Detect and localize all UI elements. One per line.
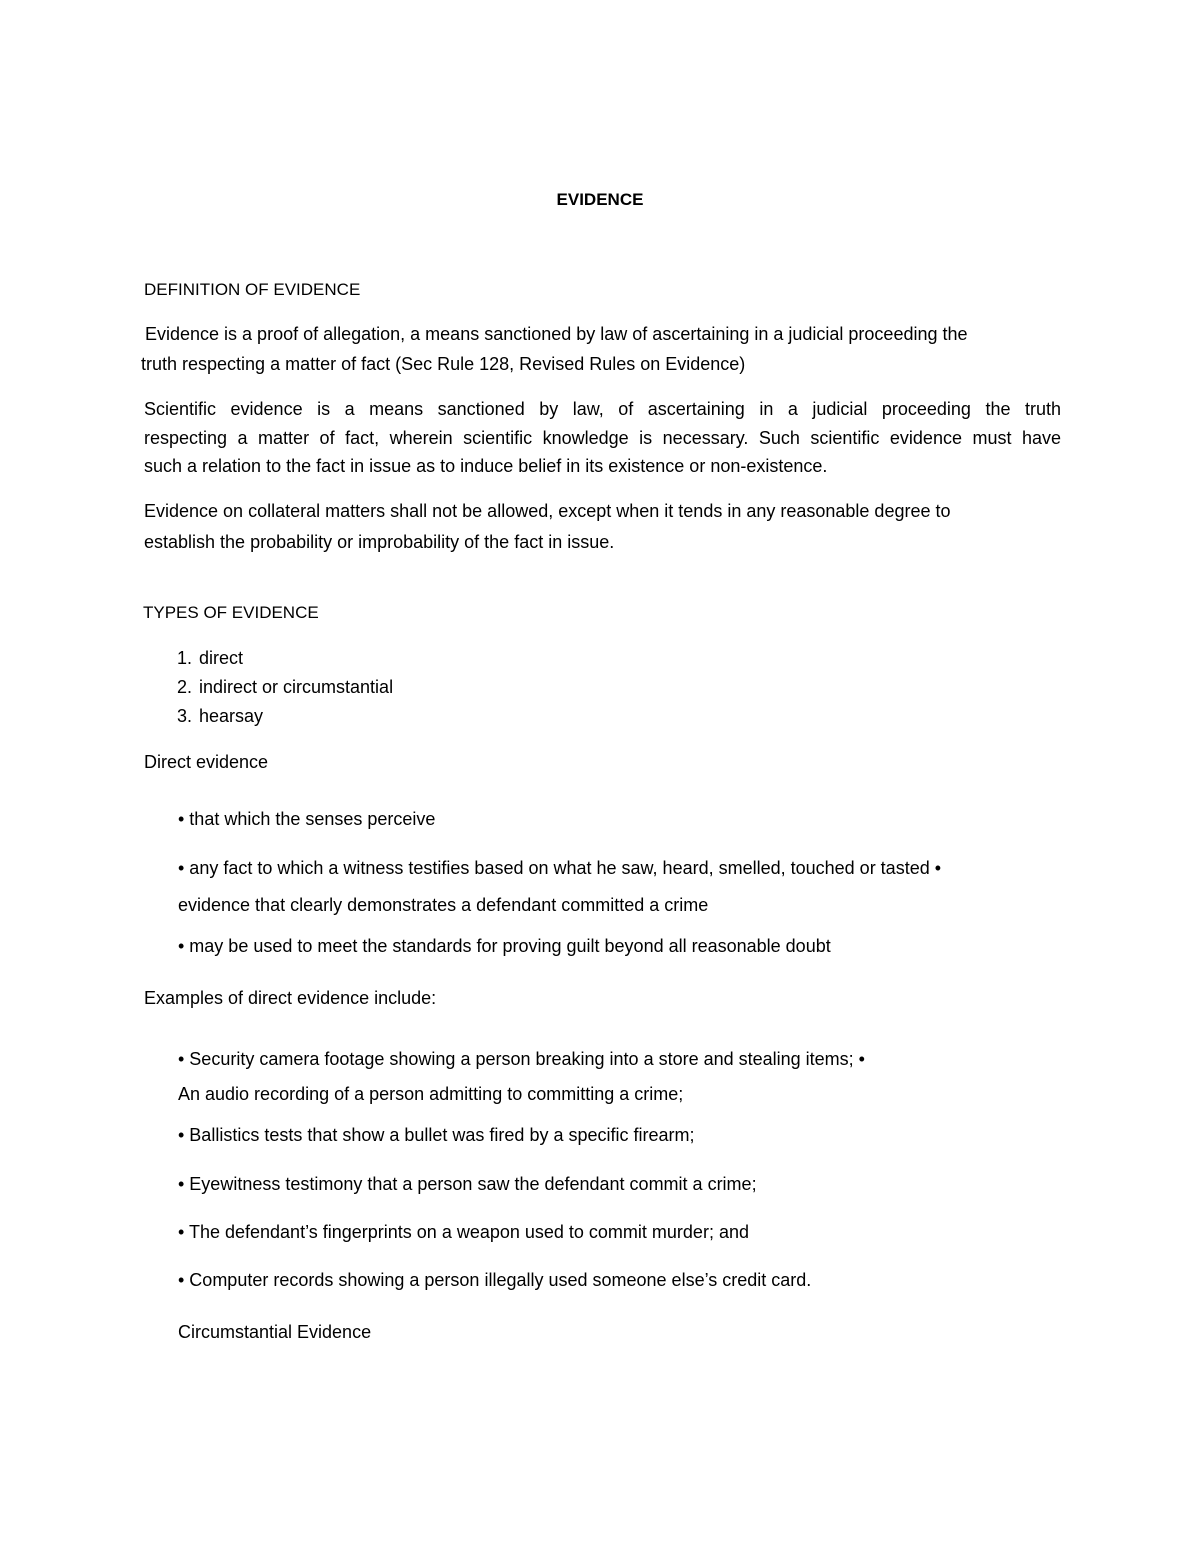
direct-evidence-heading: Direct evidence — [144, 752, 269, 772]
scientific-line: respecting a matter of fact, wherein scientific knowledge is necessary. Such scientific evidence must have — [144, 428, 1061, 448]
definition-heading: DEFINITION OF EVIDENCE — [144, 280, 361, 299]
definition-line: Evidence is a proof of allegation, a means sanctioned by law of ascertaining in a judicial proceeding the — [145, 324, 968, 344]
scientific-line: such a relation to the fact in issue as to induce belief in its existence or non-existence. — [144, 456, 828, 476]
example-line: • The defendant’s fingerprints on a weapon used to commit murder; and — [178, 1222, 749, 1242]
direct-evidence-line: • any fact to which a witness testifies based on what he saw, heard, smelled, touched or tasted • — [178, 858, 942, 878]
list-text: hearsay — [199, 706, 264, 726]
list-number: 2. — [177, 677, 193, 697]
collateral-line: establish the probability or improbability of the fact in issue. — [144, 532, 615, 552]
example-line: • Computer records showing a person illegally used someone else’s credit card. — [178, 1270, 812, 1290]
scientific-line: Scientific evidence is a means sanctioned by law, of ascertaining in a judicial proceeding the truth — [144, 399, 1061, 419]
example-line: An audio recording of a person admitting to committing a crime; — [178, 1084, 684, 1104]
collateral-line: Evidence on collateral matters shall not be allowed, except when it tends in any reasonable degree to — [144, 501, 951, 521]
list-number: 1. — [177, 648, 193, 668]
types-heading: TYPES OF EVIDENCE — [143, 603, 319, 622]
direct-evidence-line: • may be used to meet the standards for proving guilt beyond all reasonable doubt — [178, 936, 831, 956]
list-text: direct — [199, 648, 244, 668]
list-number: 3. — [177, 706, 193, 726]
direct-evidence-line: evidence that clearly demonstrates a defendant committed a crime — [178, 895, 709, 915]
types-list-item — [177, 704, 263, 728]
circumstantial-heading: Circumstantial Evidence — [178, 1322, 372, 1342]
list-text: indirect or circumstantial — [199, 677, 394, 697]
examples-heading: Examples of direct evidence include: — [144, 988, 437, 1008]
direct-evidence-line: • that which the senses perceive — [178, 809, 436, 829]
example-line: • Ballistics tests that show a bullet was fired by a specific firearm; — [178, 1125, 695, 1145]
example-line: • Eyewitness testimony that a person saw the defendant commit a crime; — [178, 1174, 757, 1194]
example-line: • Security camera footage showing a person breaking into a store and stealing items; • — [178, 1049, 865, 1069]
types-list-item — [177, 646, 243, 670]
definition-line: truth respecting a matter of fact (Sec Rule 128, Revised Rules on Evidence) — [141, 354, 746, 374]
document-title: EVIDENCE — [556, 190, 644, 209]
types-list-item — [177, 675, 393, 699]
